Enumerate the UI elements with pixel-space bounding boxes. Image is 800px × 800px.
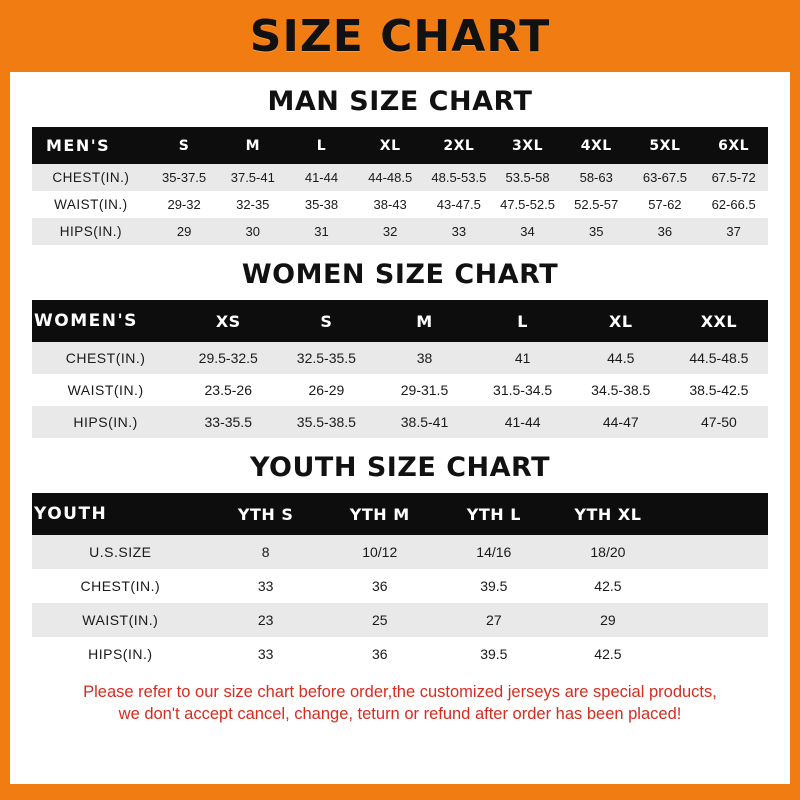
table-header-row	[32, 300, 768, 342]
table-cell: 58-63	[562, 164, 631, 191]
column-header: 6XL	[699, 127, 768, 164]
page-banner	[0, 0, 800, 72]
column-header-spacer	[665, 493, 768, 535]
table-cell: 34	[493, 218, 562, 245]
column-header: 5XL	[631, 127, 700, 164]
row-label: WAIST(IN.)	[32, 603, 209, 637]
footer-note	[10, 671, 790, 726]
table-cell-spacer	[665, 569, 768, 603]
row-label: HIPS(IN.)	[32, 406, 179, 438]
table-cell: 8	[209, 535, 323, 569]
table-row	[32, 374, 768, 406]
column-header: S	[150, 127, 219, 164]
table-cell: 10/12	[323, 535, 437, 569]
table-cell: 35	[562, 218, 631, 245]
row-label: WAIST(IN.)	[32, 374, 179, 406]
column-header: YTH XL	[551, 493, 665, 535]
table-cell: 38.5-42.5	[670, 374, 768, 406]
table-row	[32, 535, 768, 569]
table-cell: 41-44	[287, 164, 356, 191]
column-header: 3XL	[493, 127, 562, 164]
table-cell: 47.5-52.5	[493, 191, 562, 218]
table-cell: 31	[287, 218, 356, 245]
section-title-women: WOMEN SIZE CHART	[241, 259, 559, 290]
table-cell: 26-29	[277, 374, 375, 406]
column-header: XXL	[670, 300, 768, 342]
table-cell: 29	[150, 218, 219, 245]
table-cell: 62-66.5	[699, 191, 768, 218]
row-label: U.S.SIZE	[32, 535, 209, 569]
table-row	[32, 342, 768, 374]
table-cell: 35.5-38.5	[277, 406, 375, 438]
footer-line-2: we don't accept cancel, change, teturn or refund after order has been placed!	[118, 705, 682, 724]
table-body-women	[32, 342, 768, 438]
column-header: L	[287, 127, 356, 164]
table-header-youth	[32, 493, 768, 535]
table-row	[32, 218, 768, 245]
column-header: YTH L	[437, 493, 551, 535]
table-cell: 32.5-35.5	[277, 342, 375, 374]
table-header-man	[32, 127, 768, 164]
column-header: MEN'S	[32, 127, 150, 164]
table-cell: 44.5-48.5	[670, 342, 768, 374]
row-label: CHEST(IN.)	[32, 569, 209, 603]
table-cell: 42.5	[551, 637, 665, 671]
table-cell-spacer	[665, 637, 768, 671]
table-header-row	[32, 127, 768, 164]
table-cell: 43-47.5	[425, 191, 494, 218]
table-cell: 38-43	[356, 191, 425, 218]
table-youth-sizes	[32, 493, 768, 671]
footer-line-1: Please refer to our size chart before order,the customized jerseys are special products,	[83, 683, 717, 701]
table-cell: 41	[474, 342, 572, 374]
table-body-youth	[32, 535, 768, 671]
column-header: L	[474, 300, 572, 342]
table-cell-spacer	[665, 603, 768, 637]
table-header-women	[32, 300, 768, 342]
column-header: YTH M	[323, 493, 437, 535]
table-cell: 29-31.5	[375, 374, 473, 406]
table-cell: 36	[631, 218, 700, 245]
table-cell: 67.5-72	[699, 164, 768, 191]
table-cell: 44.5	[572, 342, 670, 374]
section-title-youth: YOUTH SIZE CHART	[249, 452, 551, 483]
table-row	[32, 569, 768, 603]
row-label: CHEST(IN.)	[32, 164, 150, 191]
table-cell: 44-47	[572, 406, 670, 438]
table-cell: 63-67.5	[631, 164, 700, 191]
table-cell: 33	[209, 569, 323, 603]
table-cell: 29-32	[150, 191, 219, 218]
table-cell: 39.5	[437, 637, 551, 671]
table-cell: 36	[323, 637, 437, 671]
column-header: YOUTH	[32, 493, 209, 535]
table-cell: 18/20	[551, 535, 665, 569]
section-women	[10, 259, 790, 438]
section-title-man: MAN SIZE CHART	[267, 86, 533, 117]
table-cell: 53.5-58	[493, 164, 562, 191]
table-cell: 52.5-57	[562, 191, 631, 218]
table-cell: 35-37.5	[150, 164, 219, 191]
table-cell: 36	[323, 569, 437, 603]
column-header: M	[375, 300, 473, 342]
table-cell: 14/16	[437, 535, 551, 569]
table-cell: 48.5-53.5	[425, 164, 494, 191]
column-header: 4XL	[562, 127, 631, 164]
column-header: WOMEN'S	[32, 300, 179, 342]
table-cell: 30	[218, 218, 287, 245]
column-header: M	[218, 127, 287, 164]
table-row	[32, 603, 768, 637]
bottom-accent-bar	[0, 784, 800, 800]
table-cell: 33	[209, 637, 323, 671]
table-cell: 25	[323, 603, 437, 637]
row-label: CHEST(IN.)	[32, 342, 179, 374]
table-cell: 23.5-26	[179, 374, 277, 406]
table-cell: 35-38	[287, 191, 356, 218]
table-cell: 23	[209, 603, 323, 637]
table-cell: 29.5-32.5	[179, 342, 277, 374]
table-women-sizes	[32, 300, 768, 438]
table-cell: 34.5-38.5	[572, 374, 670, 406]
column-header: XL	[572, 300, 670, 342]
column-header: XS	[179, 300, 277, 342]
table-cell: 32	[356, 218, 425, 245]
column-header: S	[277, 300, 375, 342]
table-cell: 29	[551, 603, 665, 637]
column-header: 2XL	[425, 127, 494, 164]
section-youth	[10, 452, 790, 671]
table-row	[32, 406, 768, 438]
table-cell: 31.5-34.5	[474, 374, 572, 406]
table-row	[32, 191, 768, 218]
table-cell: 32-35	[218, 191, 287, 218]
table-cell: 27	[437, 603, 551, 637]
table-cell: 37.5-41	[218, 164, 287, 191]
table-body-man	[32, 164, 768, 245]
table-man-sizes	[32, 127, 768, 245]
table-cell: 38.5-41	[375, 406, 473, 438]
table-cell: 42.5	[551, 569, 665, 603]
table-cell: 33	[425, 218, 494, 245]
table-cell: 57-62	[631, 191, 700, 218]
column-header: XL	[356, 127, 425, 164]
table-row	[32, 164, 768, 191]
table-cell: 47-50	[670, 406, 768, 438]
table-row	[32, 637, 768, 671]
table-cell: 33-35.5	[179, 406, 277, 438]
table-header-row	[32, 493, 768, 535]
table-cell: 44-48.5	[356, 164, 425, 191]
table-cell: 37	[699, 218, 768, 245]
section-man	[10, 86, 790, 245]
column-header: YTH S	[209, 493, 323, 535]
table-cell: 39.5	[437, 569, 551, 603]
page-title: SIZE CHART	[249, 10, 551, 62]
row-label: HIPS(IN.)	[32, 637, 209, 671]
row-label: HIPS(IN.)	[32, 218, 150, 245]
table-cell: 41-44	[474, 406, 572, 438]
table-cell-spacer	[665, 535, 768, 569]
table-cell: 38	[375, 342, 473, 374]
row-label: WAIST(IN.)	[32, 191, 150, 218]
